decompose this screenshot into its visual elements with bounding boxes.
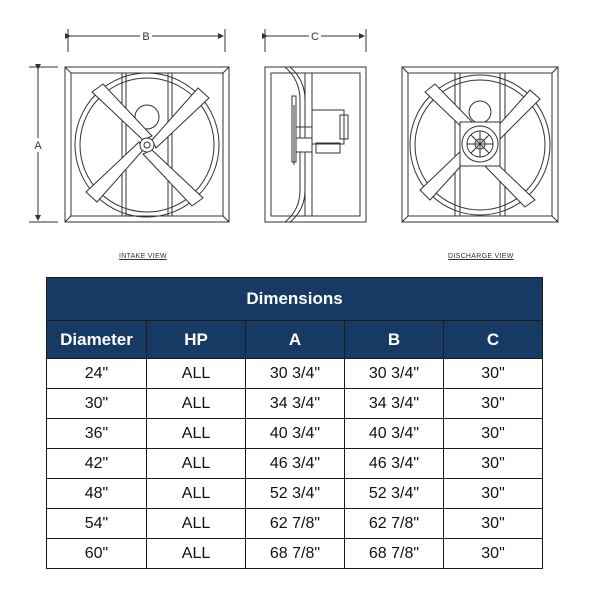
intake-view-caption: INTAKE VIEW [119,253,167,260]
header-c: C [444,321,543,359]
table-row [47,359,543,389]
table-title-row [47,278,543,321]
cell-c: 30" [444,449,543,479]
cell-a: 40 3/4" [246,419,345,449]
cell-b: 68 7/8" [345,539,444,569]
table-row [47,509,543,539]
cell-c: 30" [444,479,543,509]
dimension-label-a: A [34,140,42,152]
header-a: A [246,321,345,359]
cell-a: 46 3/4" [246,449,345,479]
cell-diameter: 54" [47,509,147,539]
cell-b: 52 3/4" [345,479,444,509]
table-row [47,449,543,479]
discharge-view-drawing [402,67,558,222]
header-diameter: Diameter [47,321,147,359]
cell-b: 62 7/8" [345,509,444,539]
dimension-label-c: C [311,31,319,43]
table-row [47,389,543,419]
cell-c: 30" [444,509,543,539]
cell-c: 30" [444,359,543,389]
cell-diameter: 42" [47,449,147,479]
cell-a: 30 3/4" [246,359,345,389]
cell-c: 30" [444,419,543,449]
header-b: B [345,321,444,359]
cell-c: 30" [444,389,543,419]
side-view-drawing [265,29,366,222]
cell-hp: ALL [147,539,246,569]
cell-b: 46 3/4" [345,449,444,479]
table-title: Dimensions [47,278,543,321]
cell-hp: ALL [147,509,246,539]
table-row [47,419,543,449]
intake-view-drawing [29,29,229,222]
cell-diameter: 36" [47,419,147,449]
fan-technical-drawings [0,0,590,270]
table-header-row [47,321,543,359]
discharge-view-caption: DISCHARGE VIEW [448,253,514,260]
cell-diameter: 48" [47,479,147,509]
dimension-label-b: B [142,31,150,43]
cell-a: 62 7/8" [246,509,345,539]
header-hp: HP [147,321,246,359]
cell-hp: ALL [147,479,246,509]
cell-b: 30 3/4" [345,359,444,389]
cell-a: 52 3/4" [246,479,345,509]
cell-b: 34 3/4" [345,389,444,419]
cell-diameter: 30" [47,389,147,419]
cell-c: 30" [444,539,543,569]
cell-diameter: 24" [47,359,147,389]
cell-a: 68 7/8" [246,539,345,569]
dimensions-table [46,277,543,569]
cell-diameter: 60" [47,539,147,569]
cell-hp: ALL [147,359,246,389]
cell-hp: ALL [147,419,246,449]
cell-hp: ALL [147,389,246,419]
cell-a: 34 3/4" [246,389,345,419]
table-row [47,479,543,509]
table-row [47,539,543,569]
cell-hp: ALL [147,449,246,479]
cell-b: 40 3/4" [345,419,444,449]
